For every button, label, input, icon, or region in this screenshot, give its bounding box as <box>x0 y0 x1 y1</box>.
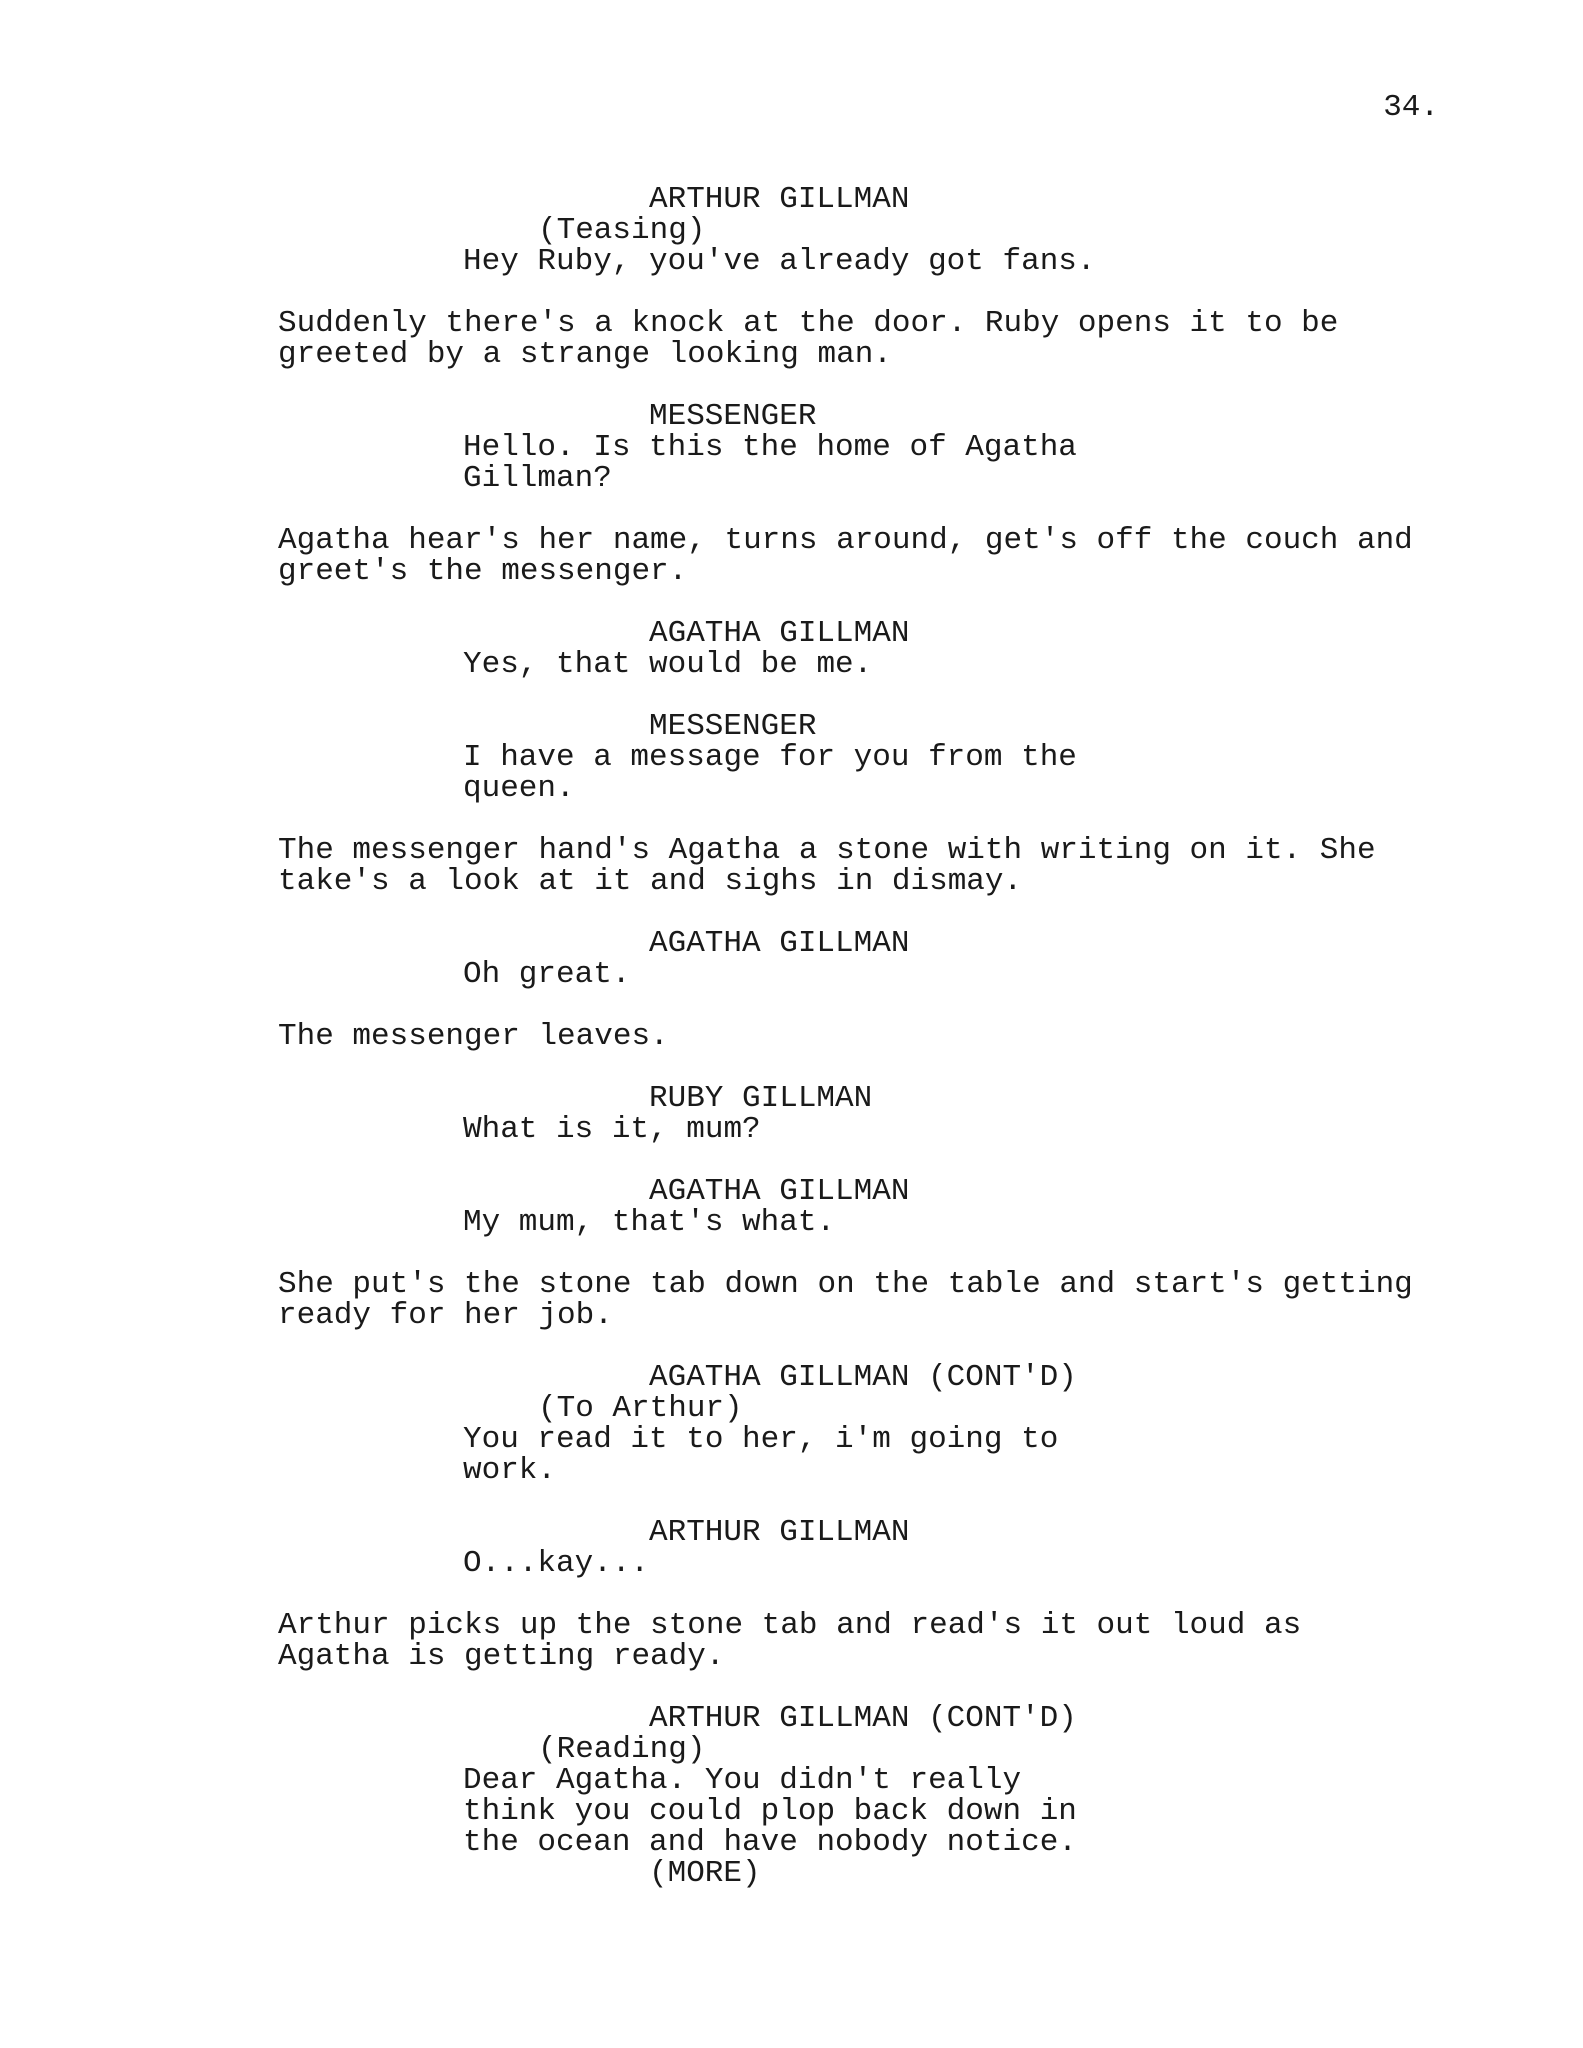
action-line: She put's the stone tab down on the table and start's getting <box>278 1267 1413 1302</box>
character-name: AGATHA GILLMAN <box>649 1174 910 1209</box>
screenplay-character <box>0 711 1583 742</box>
screenplay-parenthetical <box>0 215 1583 246</box>
screenplay-dialogue <box>0 742 1583 804</box>
screenplay-action <box>0 1610 1583 1672</box>
dialogue-line: I have a message for you from the <box>463 740 1077 775</box>
screenplay-character <box>0 184 1583 215</box>
screenplay-character <box>0 1083 1583 1114</box>
more-line: (MORE) <box>649 1856 761 1891</box>
action-line: Agatha is getting ready. <box>278 1639 725 1674</box>
dialogue-line: O...kay... <box>463 1546 650 1581</box>
action-line: greeted by a strange looking man. <box>278 337 892 372</box>
dialogue-line: work. <box>463 1453 557 1488</box>
screenplay-character <box>0 618 1583 649</box>
screenplay-character <box>0 1703 1583 1734</box>
character-name: ARTHUR GILLMAN <box>649 1515 910 1550</box>
action-line: ready for her job. <box>278 1298 613 1333</box>
dialogue-line: Gillman? <box>463 461 612 496</box>
action-line: Suddenly there's a knock at the door. Ruby opens it to be <box>278 306 1339 341</box>
screenplay-action <box>0 525 1583 587</box>
screenplay-character <box>0 1362 1583 1393</box>
screenplay-character <box>0 1176 1583 1207</box>
dialogue-line: Oh great. <box>463 957 631 992</box>
screenplay-dialogue <box>0 1424 1583 1486</box>
screenplay-more <box>0 1858 1583 1889</box>
screenplay-dialogue <box>0 432 1583 494</box>
page-number: 34. <box>1383 90 1439 125</box>
dialogue-line: think you could plop back down in <box>463 1794 1077 1829</box>
dialogue-line: Dear Agatha. You didn't really <box>463 1763 1022 1798</box>
character-name: AGATHA GILLMAN <box>649 926 910 961</box>
action-line: Agatha hear's her name, turns around, get's off the couch and <box>278 523 1413 558</box>
dialogue-line: What is it, mum? <box>463 1112 761 1147</box>
character-name: AGATHA GILLMAN (CONT'D) <box>649 1360 1077 1395</box>
screenplay-dialogue <box>0 1207 1583 1238</box>
parenthetical-line: (To Arthur) <box>538 1391 743 1426</box>
screenplay-dialogue <box>0 959 1583 990</box>
action-line: greet's the messenger. <box>278 554 688 589</box>
screenplay-character <box>0 1517 1583 1548</box>
character-name: MESSENGER <box>649 709 817 744</box>
screenplay-dialogue <box>0 1548 1583 1579</box>
character-name: RUBY GILLMAN <box>649 1081 873 1116</box>
screenplay-action <box>0 1021 1583 1052</box>
screenplay-character <box>0 401 1583 432</box>
screenplay-action <box>0 1269 1583 1331</box>
screenplay-dialogue <box>0 246 1583 277</box>
screenplay-parenthetical <box>0 1393 1583 1424</box>
character-name: ARTHUR GILLMAN <box>649 182 910 217</box>
dialogue-line: queen. <box>463 771 575 806</box>
parenthetical-line: (Teasing) <box>538 213 706 248</box>
action-line: Arthur picks up the stone tab and read's it out loud as <box>278 1608 1302 1643</box>
dialogue-line: Hello. Is this the home of Agatha <box>463 430 1077 465</box>
character-name: AGATHA GILLMAN <box>649 616 910 651</box>
screenplay-action <box>0 835 1583 897</box>
screenplay-dialogue <box>0 649 1583 680</box>
action-line: take's a look at it and sighs in dismay. <box>278 864 1023 899</box>
action-line: The messenger hand's Agatha a stone with writing on it. She <box>278 833 1376 868</box>
screenplay-body <box>0 184 1583 1920</box>
parenthetical-line: (Reading) <box>538 1732 706 1767</box>
dialogue-line: My mum, that's what. <box>463 1205 836 1240</box>
screenplay-dialogue <box>0 1765 1583 1858</box>
dialogue-line: Hey Ruby, you've already got fans. <box>463 244 1096 279</box>
action-line: The messenger leaves. <box>278 1019 669 1054</box>
screenplay-character <box>0 928 1583 959</box>
screenplay-parenthetical <box>0 1734 1583 1765</box>
screenplay-dialogue <box>0 1114 1583 1145</box>
character-name: MESSENGER <box>649 399 817 434</box>
dialogue-line: the ocean and have nobody notice. <box>463 1825 1077 1860</box>
screenplay-action <box>0 308 1583 370</box>
dialogue-line: You read it to her, i'm going to <box>463 1422 1059 1457</box>
character-name: ARTHUR GILLMAN (CONT'D) <box>649 1701 1077 1736</box>
dialogue-line: Yes, that would be me. <box>463 647 873 682</box>
